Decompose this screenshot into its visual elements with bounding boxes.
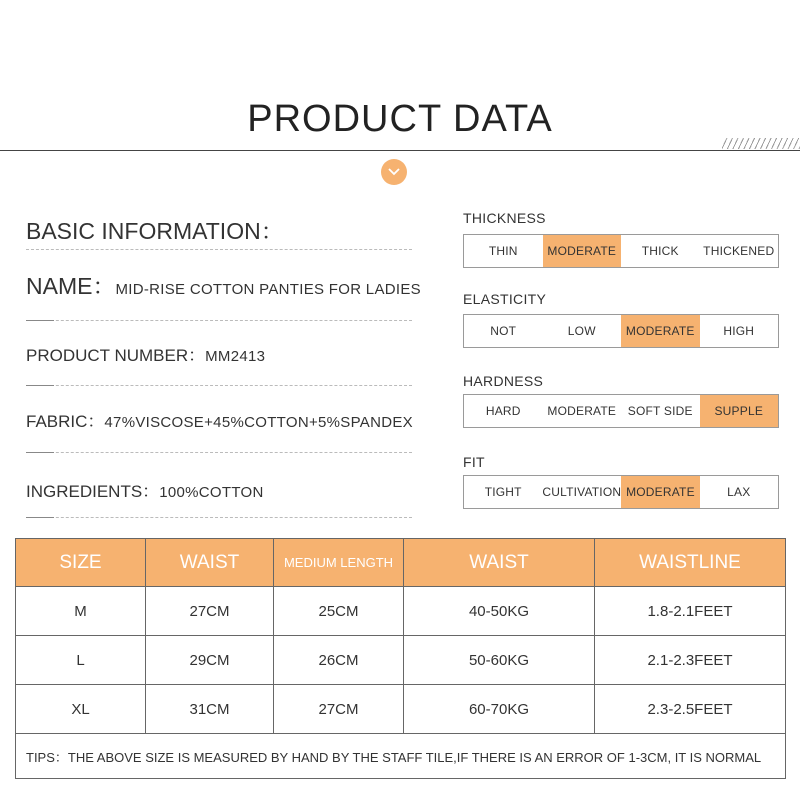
- scale-option-selected: MODERATE: [543, 235, 622, 267]
- product-number-value: MM2413: [205, 348, 266, 365]
- ingredients-row: [26, 477, 264, 502]
- size-table: [15, 538, 786, 779]
- column-header-medium-length: MEDIUM LENGTH: [274, 539, 404, 587]
- table-header-row: [16, 539, 786, 587]
- table-cell: L: [16, 636, 146, 685]
- scale-option: CULTIVATION: [542, 485, 622, 499]
- fit-scale: [463, 475, 779, 509]
- column-header-waistline: WAISTLINE: [595, 539, 786, 587]
- divider: [26, 517, 412, 518]
- divider: [26, 320, 412, 321]
- scale-option-selected: SUPPLE: [700, 395, 779, 427]
- fabric-label: FABRIC：: [26, 412, 105, 431]
- tips-text: TIPS：THE ABOVE SIZE IS MEASURED BY HAND BY THE STAFF TILE,IF THERE IS AN ERROR OF 1-3CM, IT IS NORMAL: [16, 734, 786, 779]
- table-cell: 25CM: [274, 587, 404, 636]
- title-divider: [0, 150, 800, 151]
- divider: [26, 249, 412, 250]
- divider: [26, 452, 412, 453]
- table-cell: 26CM: [274, 636, 404, 685]
- table-row: [16, 636, 786, 685]
- column-header-weight: WAIST: [404, 539, 595, 587]
- table-cell: 60-70KG: [404, 685, 595, 734]
- product-number-label: PRODUCT NUMBER：: [26, 346, 206, 365]
- scale-option: HIGH: [723, 324, 755, 338]
- scale-option: THIN: [488, 244, 518, 258]
- product-number-row: [26, 341, 265, 366]
- table-cell: 2.1-2.3FEET: [595, 636, 786, 685]
- table-row: [16, 587, 786, 636]
- table-cell: 27CM: [146, 587, 274, 636]
- table-cell: XL: [16, 685, 146, 734]
- scale-option: HARD: [485, 404, 521, 418]
- ingredients-value: 100%COTTON: [159, 484, 264, 501]
- table-cell: 40-50KG: [404, 587, 595, 636]
- decorative-hatch: [722, 138, 800, 149]
- table-cell: 1.8-2.1FEET: [595, 587, 786, 636]
- scale-option: THICK: [641, 244, 679, 258]
- table-cell: 27CM: [274, 685, 404, 734]
- basic-info-heading-text: BASIC INFORMATION：: [26, 218, 284, 244]
- divider: [26, 385, 412, 386]
- name-label: NAME：: [26, 273, 116, 299]
- table-cell: 50-60KG: [404, 636, 595, 685]
- column-header-size: SIZE: [16, 539, 146, 587]
- scale-option: THICKENED: [703, 244, 775, 258]
- hardness-label: HARDNESS: [463, 373, 544, 389]
- scale-option: SOFT SIDE: [627, 404, 693, 418]
- name-row: [26, 268, 421, 301]
- ingredients-label: INGREDIENTS：: [26, 482, 160, 501]
- fabric-value: 47%VISCOSE+45%COTTON+5%SPANDEX: [104, 414, 413, 431]
- scale-option: LAX: [727, 485, 751, 499]
- scale-option: NOT: [490, 324, 517, 338]
- hardness-scale: [463, 394, 779, 428]
- fit-label: FIT: [463, 454, 485, 470]
- scale-option-selected: MODERATE: [621, 476, 699, 508]
- page-title: PRODUCT DATA: [247, 98, 553, 140]
- thickness-label: THICKNESS: [463, 210, 546, 226]
- scale-option: MODERATE: [547, 404, 617, 418]
- elasticity-label: ELASTICITY: [463, 291, 547, 307]
- table-row: [16, 685, 786, 734]
- chevron-down-icon: [381, 159, 407, 185]
- scale-option-selected: MODERATE: [621, 315, 700, 347]
- column-header-waist: WAIST: [146, 539, 274, 587]
- scale-option: TIGHT: [484, 485, 522, 499]
- tips-row: [16, 734, 786, 779]
- table-cell: 2.3-2.5FEET: [595, 685, 786, 734]
- table-cell: 29CM: [146, 636, 274, 685]
- scale-option: LOW: [567, 324, 596, 338]
- fabric-row: [26, 407, 413, 432]
- thickness-scale: [463, 234, 779, 268]
- table-cell: M: [16, 587, 146, 636]
- elasticity-scale: [463, 314, 779, 348]
- basic-info-heading: [26, 213, 284, 246]
- name-value: MID-RISE COTTON PANTIES FOR LADIES: [115, 281, 421, 298]
- table-cell: 31CM: [146, 685, 274, 734]
